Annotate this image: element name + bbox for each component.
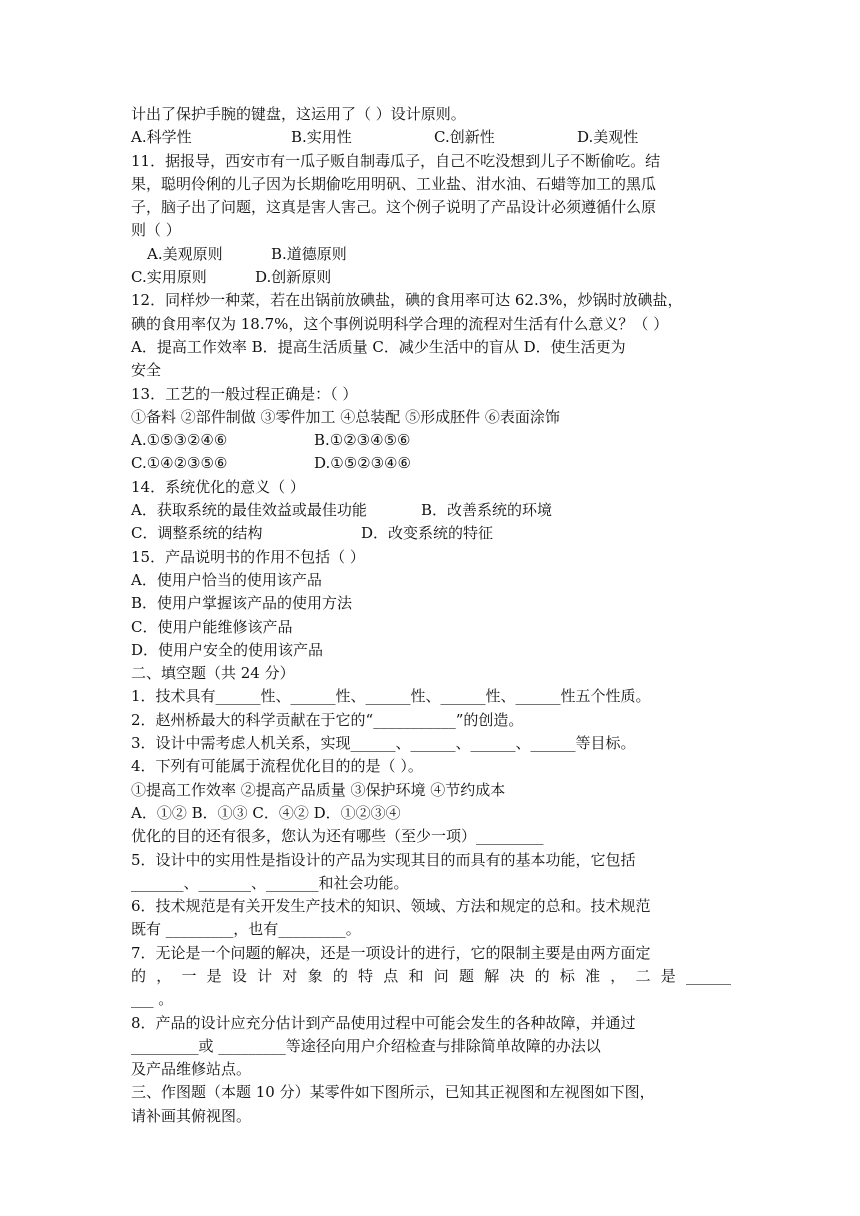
fill-q4-stem: 4．下列有可能属于流程优化目的的是（ ）。 [131, 757, 423, 776]
fill-q4-extra: 优化的目的还有很多，您认为还有哪些（至少一项）_________ [131, 827, 544, 846]
q13-options-row2 [131, 452, 731, 475]
q13-option-a: A.①⑤③②④⑥ [131, 431, 228, 450]
q11-option-b: B.道德原则 [271, 244, 347, 263]
fill-q7-line1: 7．无论是一个问题的解决，还是一项设计的进行，它的限制主要是由两方面定 [131, 943, 651, 962]
q13-option-d: D.①⑤②③④⑥ [314, 454, 411, 473]
q11-stem-line2: 果，聪明伶俐的儿子因为长期偷吃用明矾、工业盐、泔水油、石蜡等加工的黑瓜 [131, 174, 657, 193]
q10-option-b: B.实用性 [291, 128, 352, 147]
fill-q8-line2: _________或 _________等途径向用户介绍检查与排除简单故障的办法以 [131, 1036, 601, 1055]
q15-stem: 15．产品说明书的作用不包括（ ） [131, 547, 365, 566]
fill-q6-line1: 6．技术规范是有关开发生产技术的知识、领域、方法和规定的总和。技术规范 [131, 897, 651, 916]
section3-line1: 三、作图题（本题 10 分）某零件如下图所示，已知其正视图和左视图如下图， [131, 1083, 655, 1102]
fill-q8-line1: 8．产品的设计应充分估计到产品使用过程中可能会发生的各种故障，并通过 [131, 1013, 636, 1032]
q14-stem: 14．系统优化的意义（ ） [131, 477, 305, 496]
q12-stem-line2: 碘的食用率仅为 18.7%，这个事例说明科学合理的流程对生活有什么意义？（ ） [131, 314, 669, 333]
q10-option-d: D.美观性 [577, 128, 639, 147]
q15-option-d: D．使用户安全的使用该产品 [131, 640, 324, 659]
fill-q8-line3: 及产品维修站点。 [131, 1060, 252, 1079]
q14-options-row2 [131, 522, 731, 545]
q11-stem-line1: 11．据报导，西安市有一瓜子贩自制毒瓜子，自己不吃没想到儿子不断偷吃。结 [131, 151, 661, 170]
q13-option-c: C.①④②③⑤⑥ [131, 454, 228, 473]
q11-option-a: A.美观原则 [147, 244, 223, 263]
q11-option-d: D.创新原则 [255, 268, 332, 287]
q15-option-a: A．使用户恰当的使用该产品 [131, 570, 322, 589]
q14-option-c: C．调整系统的结构 [131, 524, 263, 543]
q13-stem: 13．工艺的一般过程正确是：（ ） [131, 384, 358, 403]
section2-heading: 二、填空题（共 24 分） [131, 664, 295, 683]
section3-line2: 请补画其俯视图。 [131, 1106, 252, 1125]
q13-options-row1 [131, 429, 731, 452]
q13-steps: ①备料 ②部件制做 ③零件加工 ④总装配 ⑤形成胚件 ⑥表面涂饰 [131, 407, 560, 426]
q10-option-c: C.创新性 [434, 128, 495, 147]
fill-q3: 3．设计中需考虑人机关系，实现______、______、______、______等目标。 [131, 734, 636, 753]
q11-options-row2 [131, 266, 731, 289]
fill-q4-items: ①提高工作效率 ②提高产品质量 ③保护环境 ④节约成本 [131, 780, 506, 799]
q10-options [131, 126, 731, 149]
q11-option-c: C.实用原则 [131, 268, 207, 287]
fill-q5-line2: _______、_______、_______和社会功能。 [131, 873, 409, 892]
q11-stem-line3: 子，脑子出了问题，这真是害人害己。这个例子说明了产品设计必须遵循什么原 [131, 198, 657, 217]
fill-q4-options: A．①② B．①③ C．④② D．①②③④ [131, 803, 401, 822]
fill-q6-line2: 既有 _________，也有_________。 [131, 920, 361, 939]
q11-stem-line4: 则（ ） [131, 221, 181, 240]
q14-option-d: D．改变系统的特征 [361, 524, 494, 543]
q14-options-row1 [131, 499, 731, 522]
q11-options-row1 [131, 243, 731, 266]
q15-option-c: C．使用户能维修该产品 [131, 617, 293, 636]
q10-stem: 计出了保护手腕的键盘，这运用了（ ）设计原则。 [131, 105, 466, 123]
q12-options-cont: 安全 [131, 361, 162, 380]
exam-page [131, 103, 731, 1128]
q12-stem-line1: 12．同样炒一种菜，若在出锅前放碘盐，碘的食用率可达 62.3%，炒锅时放碘盐， [131, 291, 683, 310]
q14-option-b: B．改善系统的环境 [421, 501, 553, 520]
q15-option-b: B．使用户掌握该产品的使用方法 [131, 594, 353, 613]
fill-q5-line1: 5．设计中的实用性是指设计的产品为实现其目的而具有的基本功能，它包括 [131, 850, 636, 869]
fill-q7-line3: ___ 。 [131, 990, 174, 1009]
q14-option-a: A．获取系统的最佳效益或最佳功能 [131, 501, 367, 520]
q13-option-b: B.①②③④⑤⑥ [314, 431, 411, 450]
fill-q7-line2: 的，一是设计对象的特点和问题解决的标准，二是______ [131, 966, 731, 985]
fill-q2: 2．赵州桥最大的科学贡献在于它的“___________”的创造。 [131, 710, 524, 729]
q10-option-a: A.科学性 [131, 128, 192, 147]
fill-q1: 1．技术具有______性、______性、______性、______性、______性五个性质。 [131, 687, 651, 706]
q12-options: A．提高工作效率 B．提高生活质量 C．减少生活中的盲从 D．使生活更为 [131, 337, 626, 356]
